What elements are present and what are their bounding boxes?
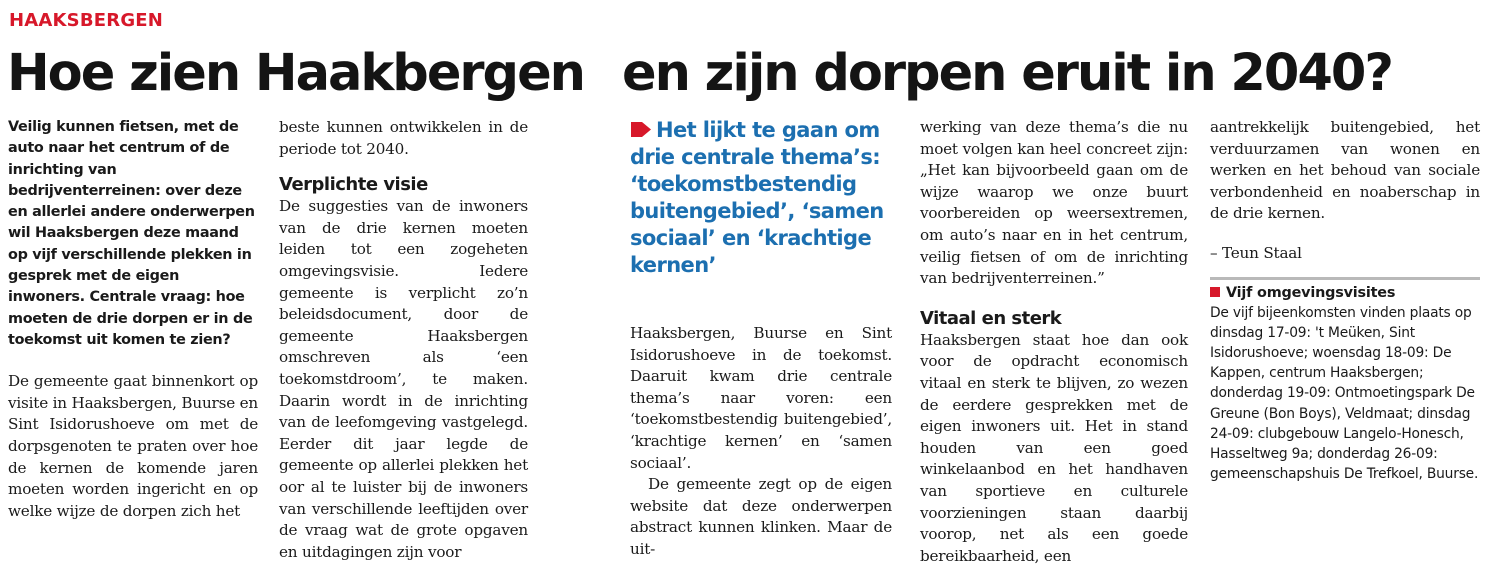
body-paragraph: De suggesties van de inwoners van de drie kernen moeten leiden tot een zogeheten omgevingsvisie. Iedere gemeente is verplicht zo’n beleidsdocument, door de gemeente Haaksbergen omschreven als ‘een toekomstdroom’, te maken. Daarin wordt in de inrichting van de leefomgeving vastgelegd. Eerder dit jaar legde de gemeente op allerlei plekken het oor al te luister bij de inwoners van verschillende leeftijden over de vraag wat de grote opgaven en uitdagingen zijn voor [279,197,528,561]
headline-part-2: en zijn dorpen eruit in 2040? [622,44,1392,103]
column-4 [920,117,1188,567]
subheading-vitaal-en-sterk: Vitaal en sterk [920,307,1062,329]
infobox-divider [1210,277,1480,280]
infobox-title [1210,283,1480,303]
pull-quote-text: Het lijkt te gaan om drie centrale thema’s: ‘toekomstbestendig buitengebied’, ‘samen sociaal’ en ‘krachtige kernen’ [630,118,884,277]
headline-part-1: Hoe zien Haakbergen [7,44,584,103]
column-5 [1210,117,1480,484]
body-paragraph: beste kunnen ontwikkelen in de periode tot 2040. [279,118,528,158]
author-signature: – Teun Staal [1210,243,1302,262]
body-paragraph: Haaksbergen staat hoe dan ook voor de opdracht economisch vitaal en sterk te blijven, zo wezen de eerdere gesprekken met de eigen inwoners uit. Het in stand houden van een goed winkelaanbod en het handhaven van sportieve en culturele voorzieningen staan daarbij voorop, net als een goede bereikbaarheid, een [920,330,1188,565]
body-paragraph: Haaksbergen, Buurse en Sint Isidorushoeve in de toekomst. Daaruit kwam drie centrale thema’s naar voren: een ‘toekomstbestendig buitengebied’, ‘krachtige kernen’ en ‘samen sociaal’. [630,324,892,472]
infobox-text: De vijf bijeenkomsten vinden plaats op dinsdag 17-09: 't Meüken, Sint Isidorushoeve; woensdag 18-09: De Kappen, centrum Haaksbergen; donderdag 19-09: Ontmoetingspark De Greune (Bon Boys), Veldmaat; dinsdag 24-09: clubgebouw Langelo-Honesch, Hasseltweg 9a; donderdag 26-09: gemeenschapshuis De Trefkoel, Buurse. [1210,304,1479,483]
red-arrow-icon [630,121,652,138]
column-1 [8,117,258,522]
body-paragraph: aantrekkelijk buitengebied, het verduurzamen van wonen en werken en het behoud van sociale verbondenheid en noaberschap in de drie kernen. [1210,118,1480,223]
infobox-title-text: Vijf omgevingsvisites [1226,284,1396,301]
intro-paragraph: Veilig kunnen fietsen, met de auto naar het centrum of de inrichting van bedrijventerreinen: over deze en allerlei andere onderwerpen wil Haaksbergen deze maand op vijf verschillende plekken in gesprek met de eigen inwoners. Centrale vraag: hoe moeten de drie dorpen er in de toekomst uit komen te zien? [8,119,255,348]
red-square-icon [1210,287,1220,297]
body-paragraph: werking van deze thema’s die nu moet volgen kan heel concreet zijn: „Het kan bijvoorbeeld gaan om de wijze waarop we onze buurt voorbereiden op weersextremen, om auto’s naar en in het centrum, veilig fietsen of om de inrichting van bedrijventerreinen.” [920,118,1188,288]
section-kicker: HAAKSBERGEN [9,10,164,31]
body-paragraph: De gemeente zegt op de eigen website dat deze onderwerpen abstract kunnen klinken. Maar de uit- [630,475,892,558]
column-2 [279,117,528,563]
pull-quote [630,117,892,279]
subheading-verplichte-visie: Verplichte visie [279,174,428,196]
column-3 [630,117,892,561]
body-paragraph: De gemeente gaat binnenkort op visite in Haaksbergen, Buurse en Sint Isidorushoeve om met de dorpsgenoten te praten over hoe de kernen de komende jaren moeten worden ingericht en op welke wijze de dorpen zich het [8,372,258,520]
